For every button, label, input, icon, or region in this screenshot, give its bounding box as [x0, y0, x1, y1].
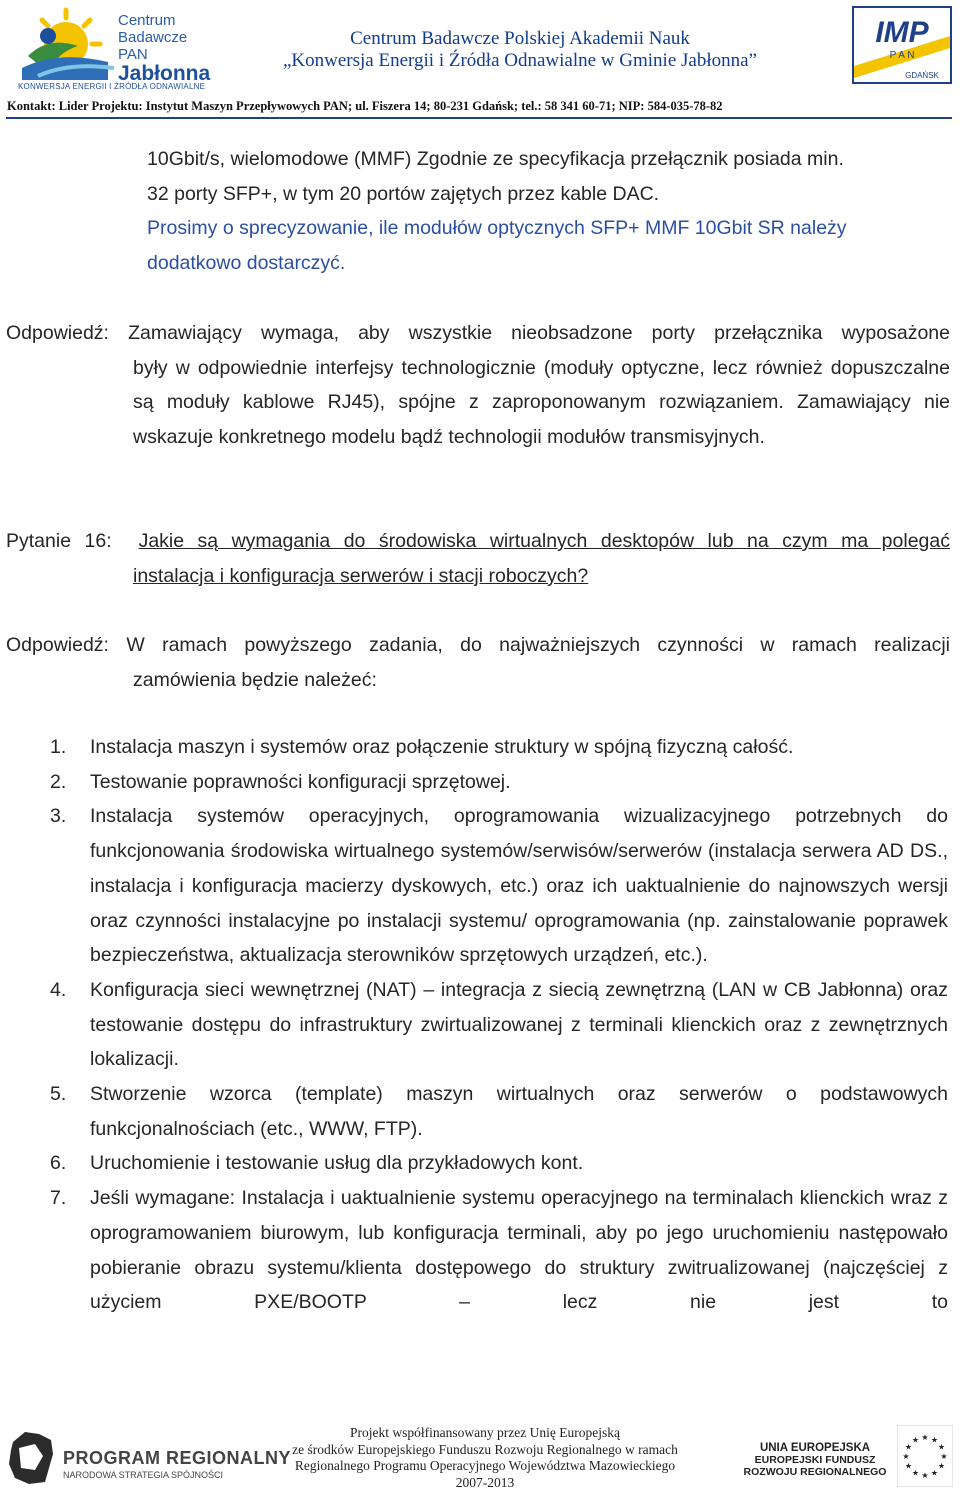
continued-paragraph [147, 142, 947, 281]
logo-line: Centrum [118, 12, 176, 29]
eu-star-icon: ★ [904, 1461, 913, 1471]
paragraph-line: 10Gbit/s, wielomodowe (MMF) Zgodnie ze specyfikacja przełącznik posiada min. [147, 148, 844, 170]
logo-city: Jabłonna [118, 62, 211, 85]
eu-star-icon: ★ [940, 1452, 948, 1461]
list-item-number: 4. [50, 978, 67, 1001]
sun-logo-icon [18, 6, 128, 84]
imp-pan-logo [852, 6, 952, 84]
paragraph-line-blue: Prosimy o sprecyzowanie, ile modułów optycznych SFP+ MMF 10Gbit SR należy [147, 217, 847, 240]
eu-star-icon: ★ [930, 1468, 939, 1478]
program-subtitle: NARODOWA STRATEGIA SPÓJNOŚCI [63, 1470, 224, 1480]
contact-line: Kontakt: Lider Projektu: Instytut Maszyn Przepływowych PAN; ul. Fiszera 14; 80-231 Gdańsk; tel.: 58 341 60-71; NIP: 584-035-78-82 [7, 99, 723, 113]
funding-line: Projekt współfinansowany przez Unię Europejską [350, 1425, 620, 1440]
header-divider [6, 117, 952, 119]
list-item-number: 7. [50, 1187, 67, 1210]
header-title-line2: „Konwersja Energii i Źródła Odnawialne w Gminie Jabłonna” [283, 50, 757, 71]
eu-flag-icon [897, 1425, 953, 1487]
task-list [50, 730, 948, 1320]
imp-pan-letters: P A N [889, 50, 915, 61]
program-regionalny-logo [5, 1428, 292, 1491]
list-item [50, 1077, 948, 1146]
list-item-number: 1. [50, 736, 67, 758]
question-block-16 [6, 524, 950, 593]
answer-first-line [6, 316, 950, 351]
list-item-number: 6. [50, 1152, 67, 1175]
list-item-text: Instalacja maszyn i systemów oraz połączenie struktury w spójną fizyczną całość. [90, 736, 794, 758]
eu-line: UNIA EUROPEJSKA [759, 1442, 871, 1454]
centrum-badawcze-logo [18, 6, 218, 92]
list-item-text: Instalacja systemów operacyjnych, oprogramowania wizualizacyjnego potrzebnych do funkcjonowania środowiska wirtualnego systemów/serwisów/serwerów (instalacja serwera AD DS., instalacja i konfiguracja macierzy dyskowych, etc.) oraz ich uaktualnienie do najnowszych wersji oraz czynności instalacyjne po instalacji systemu/ oprogramowania (np. zainstalowanie poprawek bezpieczeństwa, aktualizacja sterowników sprzętowych urządzeń, etc.). [90, 805, 948, 967]
eu-star-icon: ★ [904, 1442, 913, 1452]
question-continuation: instalacja i konfiguracja serwerów i stacji roboczych? [133, 564, 589, 587]
list-item [50, 1181, 948, 1320]
answer-text: W ramach powyższego zadania, do najważniejszych czynności w ramach realizacji [126, 634, 950, 656]
eu-line: ROZWOJU REGIONALNEGO [743, 1466, 887, 1478]
program-title: PROGRAM REGIONALNY [63, 1448, 292, 1468]
answer-label: Odpowiedź: [6, 322, 109, 344]
list-item-number: 2. [50, 770, 67, 793]
eu-star-icon: ★ [937, 1442, 946, 1452]
header-title [240, 28, 800, 72]
funding-notice [250, 1425, 720, 1491]
list-item [50, 765, 948, 800]
logo-text [118, 12, 210, 85]
answer-block-2 [6, 628, 950, 697]
eu-star-icon: ★ [921, 1471, 929, 1480]
logo-line: PAN [118, 46, 148, 63]
eu-line: EUROPEJSKI FUNDUSZ [754, 1454, 876, 1466]
eu-label [735, 1442, 895, 1478]
list-item-text: Stworzenie wzorca (template) maszyn wirtualnych oraz serwerów o podstawowych funkcjonalnościach (etc., WWW, FTP). [90, 1083, 948, 1140]
answer-label: Odpowiedź: [6, 634, 109, 656]
answer-first-line [6, 628, 950, 663]
eu-star-icon: ★ [937, 1461, 946, 1471]
funding-line: Regionalnego Programu Operacyjnego Województwa Mazowieckiego [294, 1458, 676, 1473]
poland-map-icon [5, 1428, 57, 1486]
page-footer [0, 1420, 960, 1493]
list-item-text: Testowanie poprawności konfiguracji sprzętowej. [90, 770, 511, 793]
list-item [50, 973, 948, 1077]
eu-star-icon: ★ [911, 1468, 920, 1478]
answer-continuation: były w odpowiednie interfejsy technologicznie (moduły optyczne, lecz również dopuszczalne są moduły kablowe RJ45), spójne z zaproponowanym rozwiązaniem. Zamawiający nie wskazuje konkretnego modelu bądź technologii modułów transmisyjnych. [133, 356, 950, 449]
imp-city: GDAŃSK [905, 71, 939, 80]
eu-star-icon: ★ [911, 1435, 920, 1445]
logo-line: Badawcze [118, 29, 188, 46]
answer-continuation: zamówienia będzie należeć: [133, 668, 377, 691]
question-first-line [6, 524, 950, 559]
question-text: Jakie są wymagania do środowiska wirtualnych desktopów lub na czym ma polegać [138, 530, 950, 552]
list-item-text: Uruchomienie i testowanie usług dla przykładowych kont. [90, 1152, 584, 1175]
header-title-line1: Centrum Badawcze Polskiej Akademii Nauk [350, 28, 690, 49]
answer-text: Zamawiający wymaga, aby wszystkie nieobsadzone porty przełącznika wyposażone [128, 322, 950, 344]
eu-star-icon: ★ [921, 1433, 929, 1442]
list-item-text: Jeśli wymagane: Instalacja i uaktualnienie systemu operacyjnego na terminalach klienckich wraz z oprogramowaniem biurowym, lub konfiguracja terminali, aby po jego uruchomieniu następowało pobieranie obrazu systemu/klienta dostępowego do struktury zwitrualizowanej (najczęściej z użyciem PXE/BOOTP – lecz nie jest to [90, 1187, 948, 1314]
eu-star-icon: ★ [930, 1435, 939, 1445]
list-item [50, 1146, 948, 1181]
paragraph-line: 32 porty SFP+, w tym 20 portów zajętych przez kable DAC. [147, 182, 660, 205]
paragraph-line-blue: dodatkowo dostarczyć. [147, 252, 346, 275]
page-header [0, 0, 960, 120]
question-label: Pytanie 16: [6, 530, 112, 552]
list-item [50, 799, 948, 973]
imp-logo-icon [852, 6, 952, 84]
funding-line: ze środków Europejskiego Funduszu Rozwoju Regionalnego w ramach [292, 1441, 678, 1457]
answer-block-1 [6, 316, 950, 455]
list-item-number: 3. [50, 805, 67, 828]
list-item-text: Konfiguracja sieci wewnętrznej (NAT) – integracja z siecią zewnętrzną (LAN w CB Jabłonna) oraz testowanie dostępu do infrastruktury zwirtualizowanej z terminali klienckich oraz z zewnętrznych lokalizacji. [90, 978, 948, 1071]
list-item-number: 5. [50, 1083, 67, 1106]
list-item [50, 730, 948, 765]
imp-letters: IMP [875, 16, 929, 49]
logo-subtitle: KONWERSJA ENERGII I ŹRÓDŁA ODNAWIALNE [18, 82, 206, 91]
eu-star-icon: ★ [902, 1452, 910, 1461]
funding-line: 2007-2013 [455, 1474, 515, 1490]
